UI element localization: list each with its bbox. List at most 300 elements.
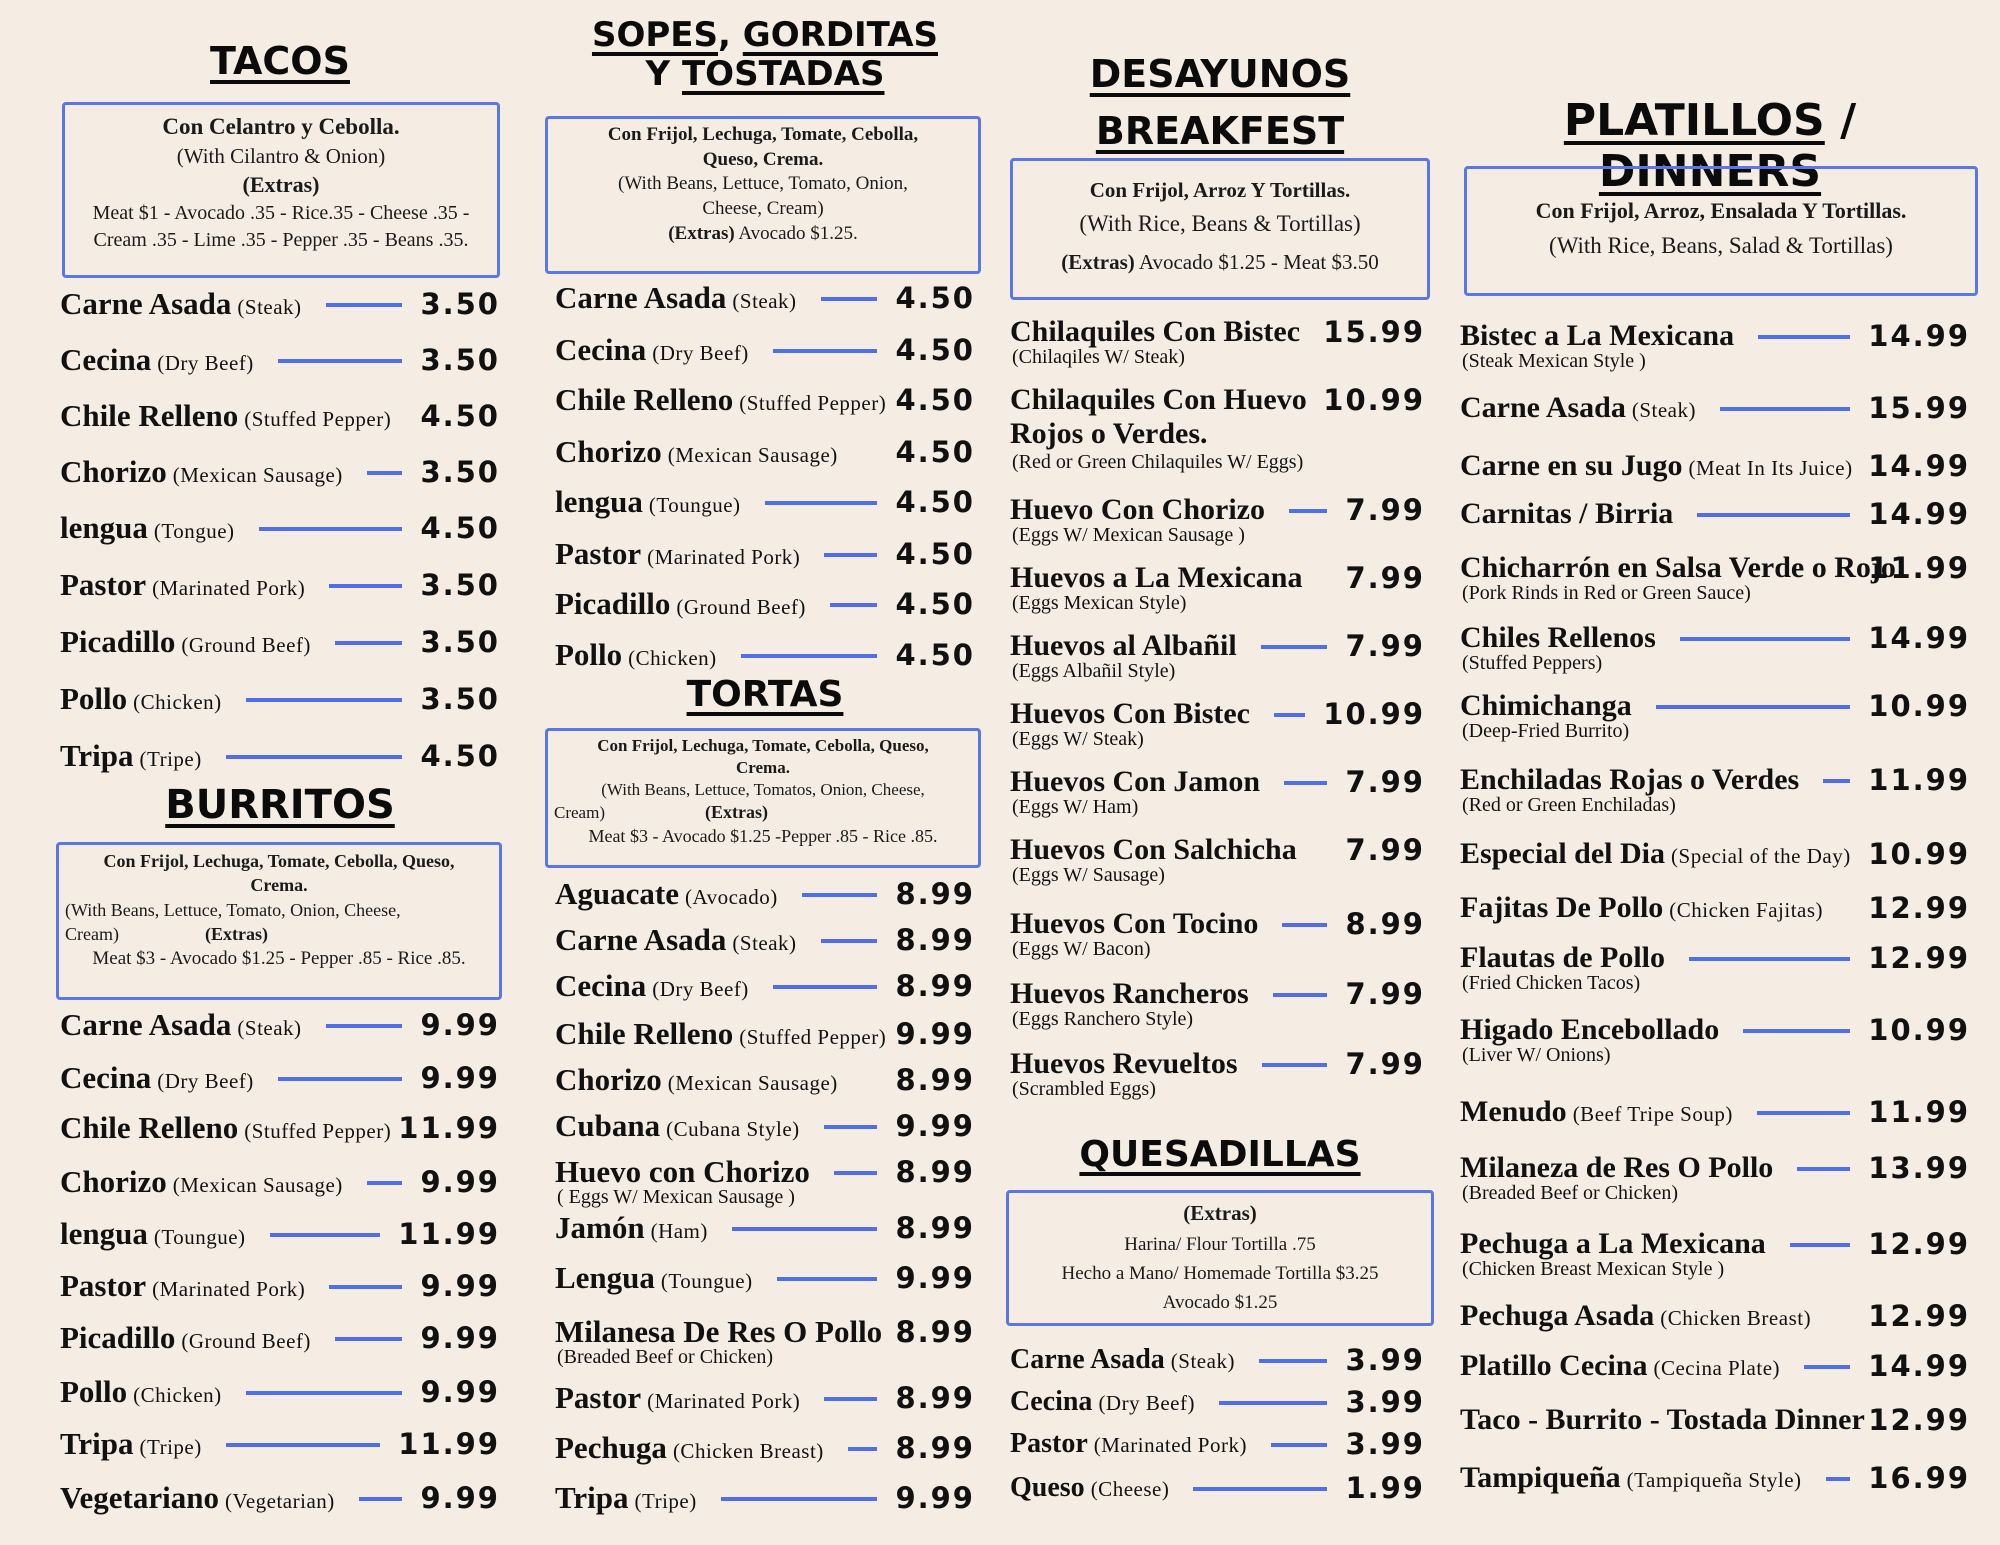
platillos-heading-platillos: PLATILLOS <box>1563 95 1825 146</box>
menu-item-row <box>60 1266 500 1306</box>
menu-item-price: 11.99 <box>1868 1095 1970 1129</box>
menu-item-row <box>555 1014 975 1054</box>
menu-item-price: 4.50 <box>895 587 975 621</box>
menu-item-row <box>555 432 975 472</box>
menu-item-price: 13.99 <box>1868 1151 1970 1185</box>
menu-item-subtitle: (Liver W/ Onions) <box>1462 1044 1611 1066</box>
menu-item-title: lengua <box>60 1216 148 1251</box>
menu-item-title: Chorizo <box>555 434 662 469</box>
menu-item-row <box>60 1162 500 1202</box>
menu-item-price: 7.99 <box>1345 561 1425 595</box>
menu-item-name <box>1010 1340 1235 1381</box>
menu-item-description: (Dry Beef) <box>157 351 254 375</box>
menu-item-description: (Chicken Fajitas) <box>1669 898 1824 922</box>
menu-item-description: (Stuffed Pepper) <box>739 391 887 415</box>
menu-item-description: (Beef Tripe Soup) <box>1572 1102 1733 1126</box>
menu-item-row <box>1010 380 1425 473</box>
sopes-info-box <box>545 116 981 274</box>
menu-item-row <box>60 452 500 492</box>
menu-item-row <box>60 284 500 324</box>
menu-item-name <box>60 1214 246 1257</box>
sopes-heading-gorditas: GORDITAS <box>742 15 938 55</box>
menu-item-title: Chorizo <box>60 1164 167 1199</box>
menu-item-row <box>555 1312 975 1368</box>
menu-item-price: 8.99 <box>895 1063 975 1097</box>
menu-item-name <box>1460 834 1851 876</box>
menu-item-title: Carne Asada <box>555 280 727 315</box>
menu-item-title: Flautas de Pollo <box>1460 941 1666 974</box>
menu-item-name <box>1460 446 1853 488</box>
tortas-box-line: (With Beans, Lettuce, Tomatos, Onion, Cheese, <box>601 780 925 800</box>
menu-item-description: (Steak) <box>237 295 302 319</box>
menu-item-description: (Ham) <box>650 1219 708 1243</box>
menu-item-title: Pechuga a La Mexicana <box>1460 1227 1766 1260</box>
menu-item-row <box>555 1428 975 1468</box>
menu-item-row <box>1460 1346 1970 1386</box>
tacos-box-line: Meat $1 - Avocado .35 - Rice.35 - Cheese .35 - <box>92 202 470 225</box>
menu-item-price: 4.50 <box>420 739 500 773</box>
menu-item-description: (Steak) <box>732 289 797 313</box>
burritos-box-line: Crema. <box>250 875 308 896</box>
leader-line <box>1758 335 1850 339</box>
menu-item-row <box>60 736 500 776</box>
menu-item-name <box>60 622 311 665</box>
menu-item-price: 9.99 <box>895 1109 975 1143</box>
menu-item-row <box>60 1424 500 1464</box>
desayunos-box-extras: (Extras) <box>1061 250 1135 274</box>
menu-item-description: (Tampiqueña Style) <box>1626 1468 1802 1492</box>
menu-item-title: Chorizo <box>555 1062 662 1097</box>
column-desayunos-quesadillas <box>1010 0 1425 1545</box>
menu-item-title: Pastor <box>1010 1428 1088 1459</box>
desayunos-box-line: Con Frijol, Arroz Y Tortillas. <box>1089 178 1351 202</box>
desayunos-box-line <box>1019 247 1421 279</box>
menu-item-description: (Tripe) <box>139 1435 202 1459</box>
menu-item-description: (Ground Beef) <box>181 633 311 657</box>
menu-item-price: 4.50 <box>895 485 975 519</box>
menu-item-name <box>555 1060 838 1103</box>
leader-line <box>270 1233 381 1237</box>
menu-item-price: 4.50 <box>895 537 975 571</box>
menu-item-subtitle: (Eggs W/ Steak) <box>1012 728 1144 750</box>
menu-item-price: 8.99 <box>895 1315 975 1349</box>
leader-line <box>802 893 878 897</box>
quesadillas-box-line: (Extras) <box>1183 1201 1257 1225</box>
menu-item-subtitle: (Eggs Mexican Style) <box>1012 592 1187 614</box>
leader-line <box>335 1337 403 1341</box>
menu-item-name <box>1010 1468 1169 1509</box>
menu-item-price: 11.99 <box>398 1111 500 1145</box>
menu-item-title: Pastor <box>555 536 642 571</box>
leader-line <box>1274 713 1305 717</box>
menu-item-description: (Marinated Pork) <box>152 1277 306 1301</box>
menu-item-name <box>555 380 886 423</box>
sopes-heading-tostadas: TOSTADAS <box>681 54 885 95</box>
platillos-box-line: Con Frijol, Arroz, Ensalada Y Tortillas. <box>1535 198 1907 223</box>
menu-item-row <box>60 508 500 548</box>
desayunos-heading-line1: DESAYUNOS <box>1089 52 1351 96</box>
leader-line <box>1757 1111 1850 1115</box>
menu-item-price: 14.99 <box>1868 621 1970 655</box>
menu-item-subtitle: (Stuffed Peppers) <box>1462 652 1603 674</box>
leader-line <box>1656 705 1851 709</box>
tacos-heading: TACOS <box>210 39 350 83</box>
menu-item-name <box>60 1005 302 1048</box>
leader-line <box>246 698 403 702</box>
leader-line <box>824 1125 878 1129</box>
burritos-heading: BURRITOS <box>165 782 395 828</box>
menu-item-description: (Steak) <box>1631 398 1697 422</box>
menu-item-title: Lengua <box>555 1260 655 1295</box>
desayunos-box-extras-value: Avocado $1.25 - Meat $3.50 <box>1138 250 1379 274</box>
menu-item-price: 10.99 <box>1323 383 1425 417</box>
menu-item-price: 7.99 <box>1345 629 1425 663</box>
menu-item-price: 7.99 <box>1345 765 1425 799</box>
menu-item-price: 10.99 <box>1868 837 1970 871</box>
menu-item-row <box>1460 760 1970 816</box>
menu-item-row <box>60 565 500 605</box>
menu-item-title: Cecina <box>1010 1386 1093 1417</box>
leader-line <box>246 1391 403 1395</box>
tortas-box-line: Meat $3 - Avocado $1.25 -Pepper .85 - Rice .85. <box>588 825 938 846</box>
leader-line <box>1720 407 1850 411</box>
tortas-box-cream: Cream) <box>554 803 605 823</box>
menu-item-description: (Chicken Breast) <box>1660 1306 1812 1330</box>
menu-item-name <box>555 1106 800 1149</box>
menu-item-title: Huevos Con Tocino <box>1010 907 1259 940</box>
menu-item-name <box>555 1428 824 1471</box>
menu-item-title: Cecina <box>555 968 647 1003</box>
menu-item-row <box>60 1005 500 1045</box>
menu-item-title: Especial del Dia <box>1460 837 1666 870</box>
menu-item-description: (Special of the Day) <box>1671 844 1851 868</box>
leader-line <box>1289 509 1327 513</box>
menu-item-price: 7.99 <box>1345 977 1425 1011</box>
menu-item-row <box>555 380 975 420</box>
menu-item-subtitle: (Pork Rinds in Red or Green Sauce) <box>1462 582 1751 604</box>
menu-item-name <box>1460 494 1673 534</box>
leader-line <box>359 1497 403 1501</box>
menu-item-description: (Meat In Its Juice) <box>1688 456 1853 480</box>
menu-item-title: Pechuga Asada <box>1460 1299 1655 1332</box>
menu-item-description: (Chicken) <box>628 646 717 670</box>
menu-item-row <box>60 1318 500 1358</box>
menu-item-title: lengua <box>60 510 148 545</box>
menu-item-row <box>555 1378 975 1418</box>
menu-item-price: 12.99 <box>1868 1227 1970 1261</box>
menu-item-price: 9.99 <box>895 1481 975 1515</box>
burritos-box-extras: (Extras) <box>204 923 268 944</box>
menu-item-name <box>555 1478 697 1521</box>
menu-item-price: 3.50 <box>420 682 500 716</box>
menu-item-name <box>555 534 800 577</box>
menu-item-title: Pollo <box>60 681 128 716</box>
menu-item-row <box>1010 490 1425 546</box>
menu-item-price: 3.99 <box>1345 1427 1425 1461</box>
menu-item-title: Carnitas / Birria <box>1460 497 1674 530</box>
menu-item-row <box>1460 548 1970 604</box>
menu-item-row <box>555 635 975 675</box>
menu-item-title: Picadillo <box>60 624 176 659</box>
menu-item-row <box>1010 1382 1425 1422</box>
menu-item-row <box>555 1208 975 1248</box>
burritos-info-box <box>56 842 502 1000</box>
menu-item-description: (Stuffed Pepper) <box>244 407 392 431</box>
menu-item-row <box>1460 938 1970 994</box>
menu-item-price: 3.50 <box>420 625 500 659</box>
sopes-heading-comma: , <box>718 15 731 55</box>
menu-item-title: Cecina <box>60 1060 152 1095</box>
leader-line <box>1826 1477 1851 1481</box>
quesadillas-box-line: Avocado $1.25 <box>1162 1292 1278 1314</box>
menu-item-subtitle: (Red or Green Enchiladas) <box>1462 794 1676 816</box>
menu-item-row <box>1460 834 1970 874</box>
platillos-heading-slash: / <box>1840 95 1857 146</box>
tacos-box-line: (Extras) <box>242 172 320 198</box>
menu-item-price: 9.99 <box>420 1321 500 1355</box>
sopes-box-extras-value: Avocado $1.25. <box>738 222 858 244</box>
menu-item-price: 4.50 <box>420 399 500 433</box>
leader-line <box>326 1024 403 1028</box>
menu-item-price: 1.99 <box>1345 1471 1425 1505</box>
menu-item-description: (Marinated Pork) <box>647 1389 801 1413</box>
menu-item-description: (Dry Beef) <box>1098 1391 1195 1415</box>
leader-line <box>1271 1443 1327 1447</box>
menu-item-price: 10.99 <box>1868 689 1970 723</box>
menu-item-price: 12.99 <box>1868 1403 1970 1437</box>
menu-item-name <box>60 396 391 439</box>
menu-item-row <box>1010 1044 1425 1100</box>
menu-item-description: (Vegetarian) <box>225 1489 335 1513</box>
desayunos-heading <box>1010 46 1430 160</box>
menu-item-description: (Dry Beef) <box>157 1069 254 1093</box>
menu-item-row <box>555 1152 975 1208</box>
menu-item-price: 9.99 <box>420 1061 500 1095</box>
leader-line <box>1743 1029 1850 1033</box>
menu-item-row <box>555 1106 975 1146</box>
menu-item-description: (Mexican Sausage) <box>667 443 838 467</box>
menu-item-description: (Stuffed Pepper) <box>739 1025 887 1049</box>
menu-item-subtitle: (Deep-Fried Burrito) <box>1462 720 1630 742</box>
menu-item-row <box>1010 974 1425 1030</box>
menu-item-price: 3.50 <box>420 343 500 377</box>
menu-item-price: 11.99 <box>398 1427 500 1461</box>
menu-item-name <box>1460 1400 1865 1440</box>
leader-line <box>824 553 877 557</box>
menu-item-price: 12.99 <box>1868 941 1970 975</box>
menu-item-description: (Tripe) <box>634 1489 697 1513</box>
tacos-box-line: (With Cilantro & Onion) <box>176 144 386 169</box>
quesadillas-info-box <box>1006 1190 1434 1326</box>
menu-item-title: Chile Relleno <box>555 382 734 417</box>
menu-item-name <box>555 1014 886 1057</box>
menu-item-name <box>555 1378 800 1421</box>
leader-line <box>278 1077 403 1081</box>
menu-item-title: Picadillo <box>60 1320 176 1355</box>
menu-item-name <box>555 278 797 321</box>
menu-item-name <box>60 452 343 495</box>
menu-item-price: 12.99 <box>1868 891 1970 925</box>
menu-item-title: Pollo <box>555 637 623 672</box>
menu-item-description: (Cheese) <box>1090 1477 1170 1501</box>
leader-line <box>1804 1365 1850 1369</box>
menu-item-description: (Marinated Pork) <box>1093 1433 1247 1457</box>
leader-line <box>1689 957 1850 961</box>
menu-item-title: Menudo <box>1460 1095 1567 1128</box>
menu-item-row <box>60 1372 500 1412</box>
menu-item-price: 3.99 <box>1345 1385 1425 1419</box>
leader-line <box>1697 513 1850 517</box>
menu-item-description: (Chicken) <box>133 690 222 714</box>
menu-item-name <box>60 679 222 722</box>
menu-item-title: Jamón <box>555 1210 645 1245</box>
menu-item-price: 4.50 <box>895 383 975 417</box>
leader-line <box>773 349 878 353</box>
menu-item-description: (Marinated Pork) <box>152 576 306 600</box>
menu-item-subtitle: (Eggs W/ Mexican Sausage ) <box>1012 524 1245 546</box>
menu-item-title: Cecina <box>60 342 152 377</box>
menu-item-name-line2: Rojos o Verdes. <box>1010 417 1208 450</box>
column-platillos <box>1460 0 1970 1545</box>
menu-item-row <box>555 1478 975 1518</box>
menu-item-subtitle: (Eggs Ranchero Style) <box>1012 1008 1194 1030</box>
quesadillas-heading: QUESADILLAS <box>1079 1134 1361 1175</box>
leader-line <box>326 303 403 307</box>
menu-item-price: 10.99 <box>1868 1013 1970 1047</box>
menu-item-title: Carne en su Jugo <box>1460 449 1683 482</box>
menu-item-price: 14.99 <box>1868 497 1970 531</box>
menu-item-row <box>1460 1010 1970 1066</box>
menu-item-title: Milaneza de Res O Pollo <box>1460 1151 1774 1184</box>
sopes-heading-sopes: SOPES <box>591 15 719 55</box>
menu-item-title: Pastor <box>60 1268 147 1303</box>
menu-item-row <box>60 622 500 662</box>
menu-item-description: (Toungue) <box>648 493 741 517</box>
menu-item-row <box>1460 446 1970 486</box>
menu-item-row <box>1010 762 1425 818</box>
menu-item-row <box>555 482 975 522</box>
menu-item-name <box>555 1208 708 1251</box>
menu-item-title: Carne Asada <box>555 922 727 957</box>
menu-item-title: Chile Relleno <box>60 1110 239 1145</box>
menu-item-name <box>555 432 838 475</box>
menu-item-description: (Stuffed Pepper) <box>244 1119 392 1143</box>
burritos-box-line: Meat $3 - Avocado $1.25 - Pepper .85 - Rice .85. <box>92 948 466 970</box>
menu-item-price: 11.99 <box>398 1217 500 1251</box>
menu-item-row <box>555 1060 975 1100</box>
sopes-heading-y: Y <box>645 54 671 95</box>
menu-item-price: 3.50 <box>420 287 500 321</box>
menu-item-price: 8.99 <box>895 1381 975 1415</box>
menu-item-description: (Chicken) <box>133 1383 222 1407</box>
menu-item-row <box>60 1214 500 1254</box>
menu-item-name <box>60 508 235 551</box>
platillos-box-line: (With Rice, Beans, Salad & Tortillas) <box>1549 233 1893 259</box>
menu-item-row <box>555 278 975 318</box>
menu-item-description: (Toungue) <box>660 1269 753 1293</box>
menu-item-row <box>1460 1400 1970 1440</box>
menu-item-row <box>60 340 500 380</box>
menu-item-name <box>60 736 202 779</box>
leader-line <box>824 1397 877 1401</box>
leader-line <box>848 1447 878 1451</box>
menu-item-price: 4.50 <box>895 435 975 469</box>
menu-item-title: Platillo Cecina <box>1460 1349 1648 1382</box>
menu-item-row <box>555 874 975 914</box>
tortas-box-line: Con Frijol, Lechuga, Tomate, Cebolla, Queso, <box>597 736 929 755</box>
sopes-box-line <box>554 222 972 247</box>
menu-item-price: 15.99 <box>1323 315 1425 349</box>
menu-item-price: 8.99 <box>895 1431 975 1465</box>
menu-item-title: Pollo <box>60 1374 128 1409</box>
leader-line <box>765 501 878 505</box>
menu-item-title: Chile Relleno <box>60 398 239 433</box>
menu-item-row <box>1010 626 1425 682</box>
menu-item-name <box>60 340 254 383</box>
menu-item-title: Huevos a La Mexicana <box>1010 561 1303 594</box>
menu-item-row <box>60 1108 500 1148</box>
leader-line <box>830 603 878 607</box>
menu-item-row <box>60 1478 500 1518</box>
leader-line <box>259 527 403 531</box>
menu-item-price: 16.99 <box>1868 1461 1970 1495</box>
menu-item-name <box>555 920 797 963</box>
menu-item-price: 8.99 <box>895 923 975 957</box>
menu-item-description: (Tongue) <box>153 519 235 543</box>
menu-item-title: Huevos Con Bistec <box>1010 697 1250 730</box>
menu-item-row <box>555 330 975 370</box>
leader-line <box>721 1497 878 1501</box>
menu-item-price: 8.99 <box>895 1211 975 1245</box>
leader-line <box>1193 1487 1327 1491</box>
quesadillas-box-line: Harina/ Flour Tortilla .75 <box>1124 1233 1316 1255</box>
menu-item-name <box>1460 1458 1802 1500</box>
menu-item-price: 8.99 <box>1345 907 1425 941</box>
menu-item-row <box>1460 1224 1970 1280</box>
menu-item-name <box>60 1478 335 1521</box>
menu-item-price: 9.99 <box>420 1481 500 1515</box>
burritos-box-line: Con Frijol, Lechuga, Tomate, Cebolla, Queso, <box>103 851 455 871</box>
leader-line <box>329 584 402 588</box>
menu-item-title: Tripa <box>60 1426 134 1461</box>
menu-item-title: Carne Asada <box>1460 391 1626 424</box>
menu-item-price: 7.99 <box>1345 833 1425 867</box>
leader-line <box>1282 923 1327 927</box>
sopes-heading <box>555 16 975 94</box>
menu-item-title: Cecina <box>555 332 647 367</box>
leader-line <box>773 985 878 989</box>
menu-item-row <box>60 396 500 436</box>
menu-item-price: 7.99 <box>1345 493 1425 527</box>
menu-item-title: Chile Relleno <box>555 1016 734 1051</box>
menu-item-title: Chicharrón en Salsa Verde o Rojo <box>1460 551 1896 584</box>
leader-line <box>367 471 403 475</box>
menu-item-subtitle: (Chicken Breast Mexican Style ) <box>1462 1258 1725 1280</box>
menu-item-row <box>555 966 975 1006</box>
leader-line <box>1797 1167 1850 1171</box>
burritos-box-cream: Cream) <box>65 923 119 944</box>
menu-item-title: Chiles Rellenos <box>1460 621 1656 654</box>
leader-line <box>834 1171 878 1175</box>
menu-item-price: 4.50 <box>420 511 500 545</box>
menu-item-description: (Mexican Sausage) <box>172 463 343 487</box>
menu-item-title: Huevos Revueltos <box>1010 1047 1238 1080</box>
menu-item-row <box>1010 904 1425 960</box>
menu-item-subtitle: (Steak Mexican Style ) <box>1462 350 1646 372</box>
menu-item-row <box>1010 1468 1425 1508</box>
menu-item-description: (Cubana Style) <box>666 1117 800 1141</box>
menu-item-description: (Mexican Sausage) <box>172 1173 343 1197</box>
